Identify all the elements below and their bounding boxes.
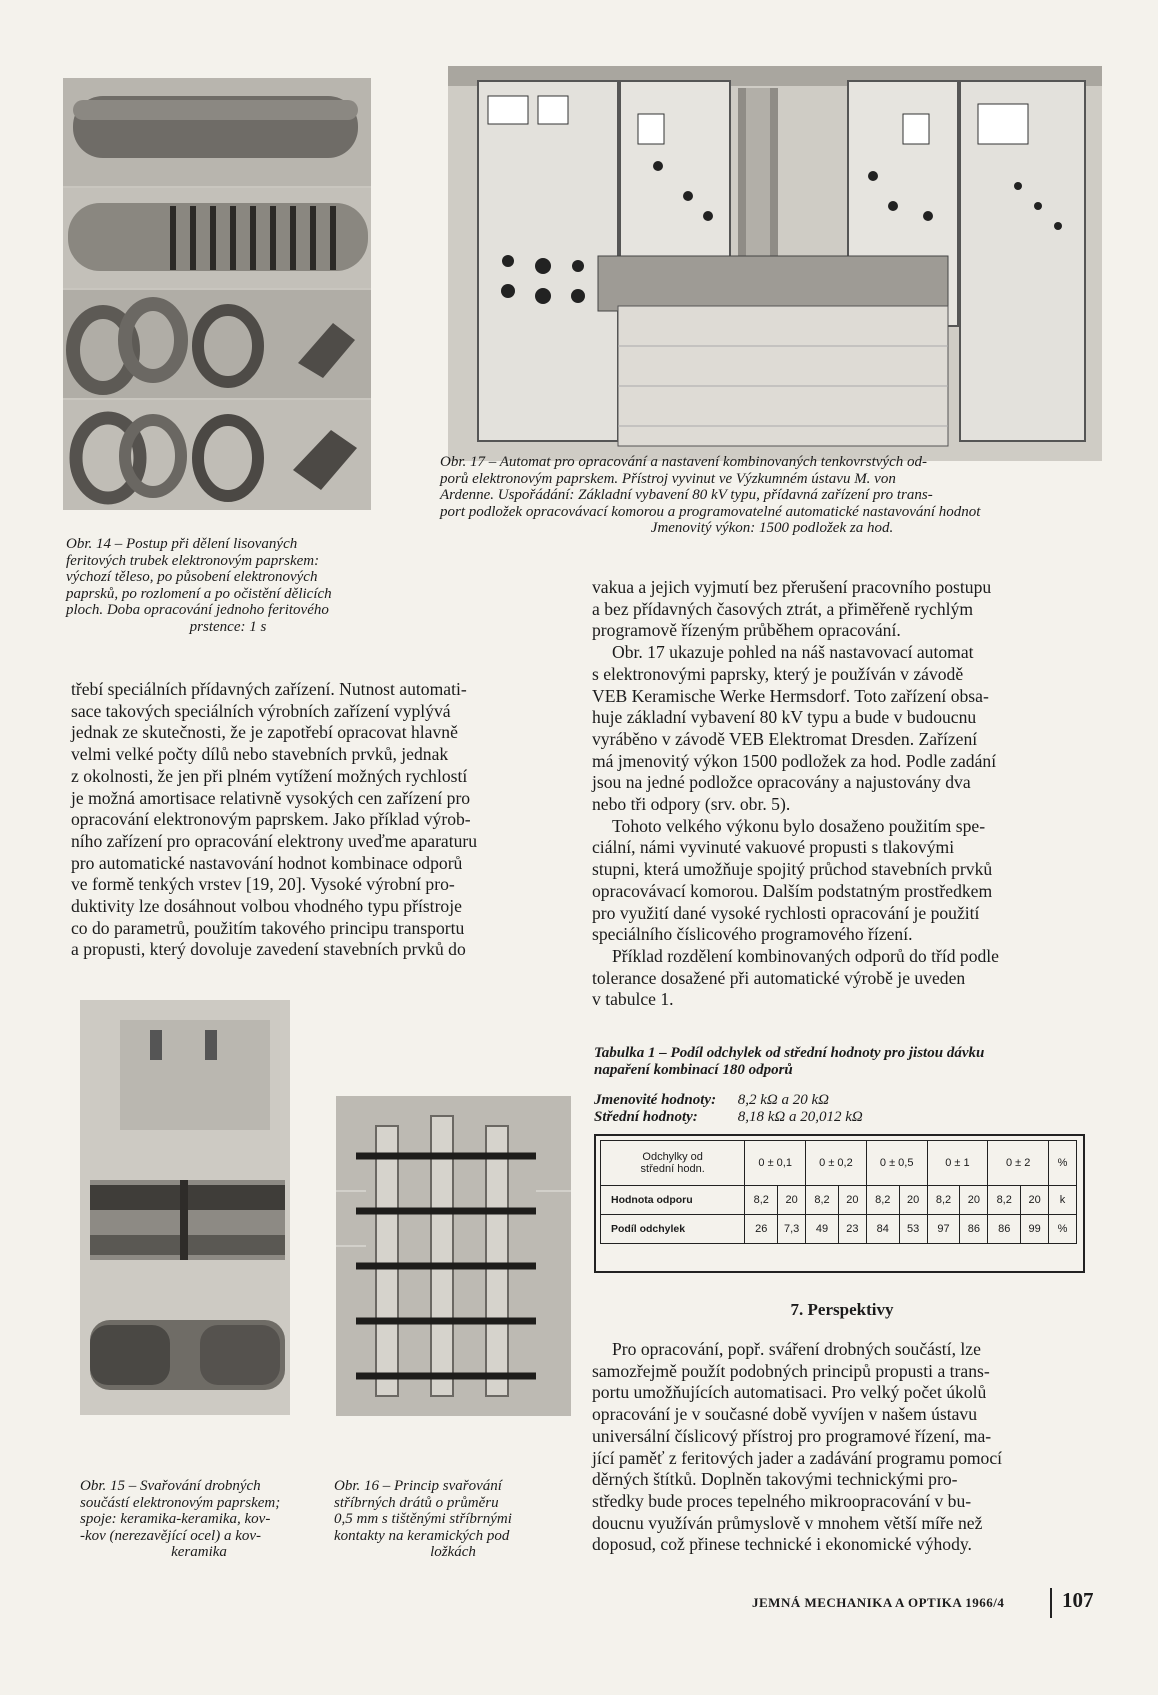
text-line: Obr. 17 ukazuje pohled na náš nastavovací automat	[612, 642, 974, 663]
journal-footer	[752, 1595, 1004, 1611]
table-header-row	[601, 1141, 1077, 1186]
text-line: programově řízeným průběhem opracování.	[592, 620, 901, 641]
deviation-cell: 0 ± 2	[988, 1141, 1049, 1186]
table-cell: 8,2	[927, 1186, 960, 1215]
caption-line: ložkách	[430, 1544, 476, 1560]
text-line: děrných štítků. Doplněn takovými technickými pro-	[592, 1469, 958, 1490]
table-cell: 20	[899, 1186, 927, 1215]
caption-line: Obr. 14 – Postup při dělení lisovaných	[66, 536, 298, 552]
table-cell: 84	[866, 1215, 899, 1244]
row-label: Podíl odchylek	[601, 1215, 745, 1244]
caption-line: Jmenovitý výkon: 1500 podložek za hod.	[650, 520, 894, 536]
table-1-mean	[594, 1109, 1094, 1126]
text-line: jící paměť z feritových jader a zadávání programu pomocí	[592, 1447, 1003, 1468]
text-line: středky bude proces tepelného mikroopracování v bu-	[592, 1490, 972, 1511]
table-1-nominal	[594, 1092, 1094, 1109]
text-line: má jmenovitý výkon 1500 podložek za hod. Podle zadání	[592, 750, 997, 771]
deviation-cell: 0 ± 0,5	[866, 1141, 927, 1186]
table-cell: 8,2	[806, 1186, 839, 1215]
table-header-label	[601, 1141, 745, 1186]
caption-line: stříbrných drátů o průměru	[334, 1494, 499, 1511]
deviation-cell: 0 ± 0,2	[806, 1141, 867, 1186]
caption-line: port podložek opracovávací komorou a programovatelné automatické nastavování hodnot	[440, 503, 981, 520]
text-line: vakua a jejich vyjmutí bez přerušení pracovního postupu	[592, 577, 992, 597]
text-line: doposud, což přinese technické i ekonomické výhody.	[592, 1534, 972, 1555]
figure-15-photo	[80, 1000, 290, 1415]
table-cell: 20	[838, 1186, 866, 1215]
table-cell: 8,2	[866, 1186, 899, 1215]
text-line: portu umožňujících automatisaci. Pro velký počet úkolů	[592, 1382, 987, 1403]
caption-line: výchozí těleso, po působení elektronových	[66, 569, 318, 585]
table-title-line: Tabulka 1 – Podíl odchylek od střední hodnoty pro jistou dávku	[594, 1045, 985, 1061]
nominal-value: 8,2 kΩ a 20 kΩ	[737, 1092, 830, 1108]
figure-17-illustration	[448, 66, 1102, 461]
table-cell: 20	[1021, 1186, 1049, 1215]
header-label-line: Odchylky od	[642, 1151, 703, 1163]
text-line: VEB Keramische Werke Hermsdorf. Toto zařízení obsa-	[592, 685, 989, 706]
text-line: vyráběno v závodě VEB Elektromat Dresden. Zařízení	[592, 728, 978, 749]
table-cell: 23	[838, 1215, 866, 1244]
table-cell: 20	[960, 1186, 988, 1215]
text-line: velmi velké počty dílů nebo stavebních prvků, jednak	[71, 744, 449, 765]
caption-line: paprsků, po rozlomení a po očistění dělicích	[66, 585, 332, 602]
caption-line: Obr. 17 – Automat pro opracování a nastavení kombinovaných tenkovrstvých od-	[440, 454, 927, 470]
text-line: jsou na jedné podložce opracovány a najustovány dva	[592, 772, 971, 793]
text-line: a propusti, který dovoluje zavedení stavebních prvků do	[71, 939, 466, 960]
text-line: opracovávací komorou. Dalším podstatným prostředkem	[592, 880, 993, 901]
text-line: v tabulce 1.	[592, 989, 674, 1010]
footer-divider	[1050, 1588, 1052, 1618]
caption-line: součástí elektronovým paprskem;	[80, 1494, 281, 1511]
text-line: opracování je v současné době vyvíjen v našem ústavu	[592, 1404, 978, 1425]
text-line: Pro opracování, popř. sváření drobných součástí, lze	[612, 1339, 981, 1359]
text-line: s elektronovými paprsky, který je používán v závodě	[592, 663, 964, 684]
text-line: stupni, která umožňuje spojitý průchod stavebních prvků	[592, 859, 993, 880]
section-7-heading: 7. Perspektivy	[790, 1300, 894, 1319]
caption-line: porů elektronovým paprskem. Přístroj vyvinut ve Výzkumném ústavu M. von	[440, 470, 896, 487]
table-cell: 49	[806, 1215, 839, 1244]
text-line: co do parametrů, použitím takového principu transportu	[71, 917, 465, 938]
section-7-text	[592, 1339, 1092, 1556]
table-cell: 97	[927, 1215, 960, 1244]
caption-line: prstence: 1 s	[189, 618, 267, 635]
figure-16-illustration	[336, 1096, 571, 1416]
figure-14-illustration	[63, 78, 371, 510]
table-cell: 99	[1021, 1215, 1049, 1244]
caption-line: spoje: keramika-keramika, kov-	[80, 1511, 271, 1527]
text-line: Tohoto velkého výkonu bylo dosaženo použitím spe-	[612, 815, 986, 836]
table-cell: 53	[899, 1215, 927, 1244]
figure-15-illustration	[80, 1000, 290, 1415]
text-line: a bez přídavných časových ztrát, a přiměřeně rychlým	[592, 598, 974, 619]
table-row	[601, 1215, 1077, 1244]
text-line: samozřejmě použít podobných principů propusti a trans-	[592, 1360, 990, 1381]
text-line: je možná amortisace relativně vysokých cen zařízení pro	[71, 787, 471, 808]
caption-line: kontakty na keramických pod	[334, 1527, 510, 1544]
text-line: doucnu využíván průmyslově v mnohem větší míře než	[592, 1512, 983, 1533]
page-number: 107	[1062, 1588, 1094, 1612]
text-line: ciální, námi vyvinuté vakuové propusti s tlakovými	[592, 837, 955, 858]
table-cell: 20	[778, 1186, 806, 1215]
deviation-cell: 0 ± 1	[927, 1141, 988, 1186]
table-cell: 7,3	[778, 1215, 806, 1244]
text-line: huje základní vybavení 80 kV typu a bude v budoucnu	[592, 707, 977, 728]
header-label-line: střední hodn.	[640, 1163, 705, 1175]
figure-16-photo	[336, 1096, 571, 1416]
text-line: speciálního číslicového programového řízení.	[592, 924, 913, 945]
caption-line: ploch. Doba opracování jednoho feritového	[66, 602, 329, 618]
text-line: universální číslicový přístroj pro programové řízení, ma-	[592, 1425, 992, 1446]
table-cell: 8,2	[988, 1186, 1021, 1215]
text-line: ve formě tenkých vrstev [19, 20]. Vysoké výrobní pro-	[71, 874, 455, 895]
text-line: nebo tři odpory (srv. obr. 5).	[592, 794, 791, 815]
mean-label: Střední hodnoty:	[594, 1109, 698, 1125]
text-line: opracování elektronovým paprskem. Jako příklad výrob-	[71, 809, 471, 830]
deviation-cell: 0 ± 0,1	[745, 1141, 806, 1186]
table-cell: 86	[988, 1215, 1021, 1244]
text-line: pro automatické nastavování hodnot kombinace odporů	[71, 852, 463, 873]
text-line: duktivity lze dosáhnout volbou vhodného typu přístroje	[71, 896, 462, 917]
caption-line: 0,5 mm s tištěnými stříbrnými	[334, 1511, 512, 1527]
table-cell: 86	[960, 1215, 988, 1244]
mean-value: 8,18 kΩ a 20,012 kΩ	[737, 1109, 863, 1125]
right-column-text	[592, 577, 1092, 1011]
text-line: třebí speciálních přídavných zařízení. Nutnost automati-	[71, 679, 467, 699]
text-line: jednak ze skutečnosti, že je zapotřebí opracovat hlavně	[71, 722, 458, 743]
left-column-text	[71, 679, 539, 961]
text-line: Příklad rozdělení kombinovaných odporů do tříd podle	[612, 945, 999, 966]
figure-17-caption	[440, 454, 1104, 537]
figure-15-caption	[80, 1478, 318, 1561]
text-line: tolerance dosažené při automatické výrobě je uveden	[592, 967, 966, 988]
table-title-line: napaření kombinací 180 odporů	[594, 1061, 793, 1078]
caption-line: Obr. 15 – Svařování drobných	[80, 1478, 261, 1494]
unit-cell: %	[1049, 1215, 1077, 1244]
unit-cell: k	[1049, 1186, 1077, 1215]
text-line: z okolnosti, že jen při plném vytížení možných rychlostí	[71, 765, 468, 786]
text-line: ního zařízení pro opracování elektrony uveďme aparaturu	[71, 830, 478, 851]
text-line: pro využití dané vysoké rychlosti opracování je použití	[592, 902, 980, 923]
figure-14-caption	[66, 536, 390, 635]
figure-17-photo	[448, 66, 1102, 461]
figure-16-caption	[334, 1478, 572, 1561]
caption-line: feritových trubek elektronovým paprskem:	[66, 552, 320, 569]
caption-line: Ardenne. Uspořádání: Základní vybavení 80 kV typu, přídavná zařízení pro trans-	[440, 487, 933, 503]
caption-line: keramika	[171, 1544, 227, 1560]
caption-line: Obr. 16 – Princip svařování	[334, 1478, 502, 1494]
row-label: Hodnota odporu	[601, 1186, 745, 1215]
unit-cell: %	[1049, 1141, 1077, 1186]
figure-14-photo	[63, 78, 371, 510]
caption-line: -kov (nerezavějící ocel) a kov-	[80, 1527, 262, 1544]
table-cell: 8,2	[745, 1186, 778, 1215]
table-1-title	[594, 1045, 1094, 1078]
nominal-label: Jmenovité hodnoty:	[594, 1092, 717, 1108]
table-1	[600, 1140, 1077, 1244]
journal-title: JEMNÁ MECHANIKA A OPTIKA 1966/4	[752, 1595, 1005, 1610]
text-line: sace takových speciálních výrobních zařízení vyplývá	[71, 700, 451, 721]
table-row	[601, 1186, 1077, 1215]
table-cell: 26	[745, 1215, 778, 1244]
